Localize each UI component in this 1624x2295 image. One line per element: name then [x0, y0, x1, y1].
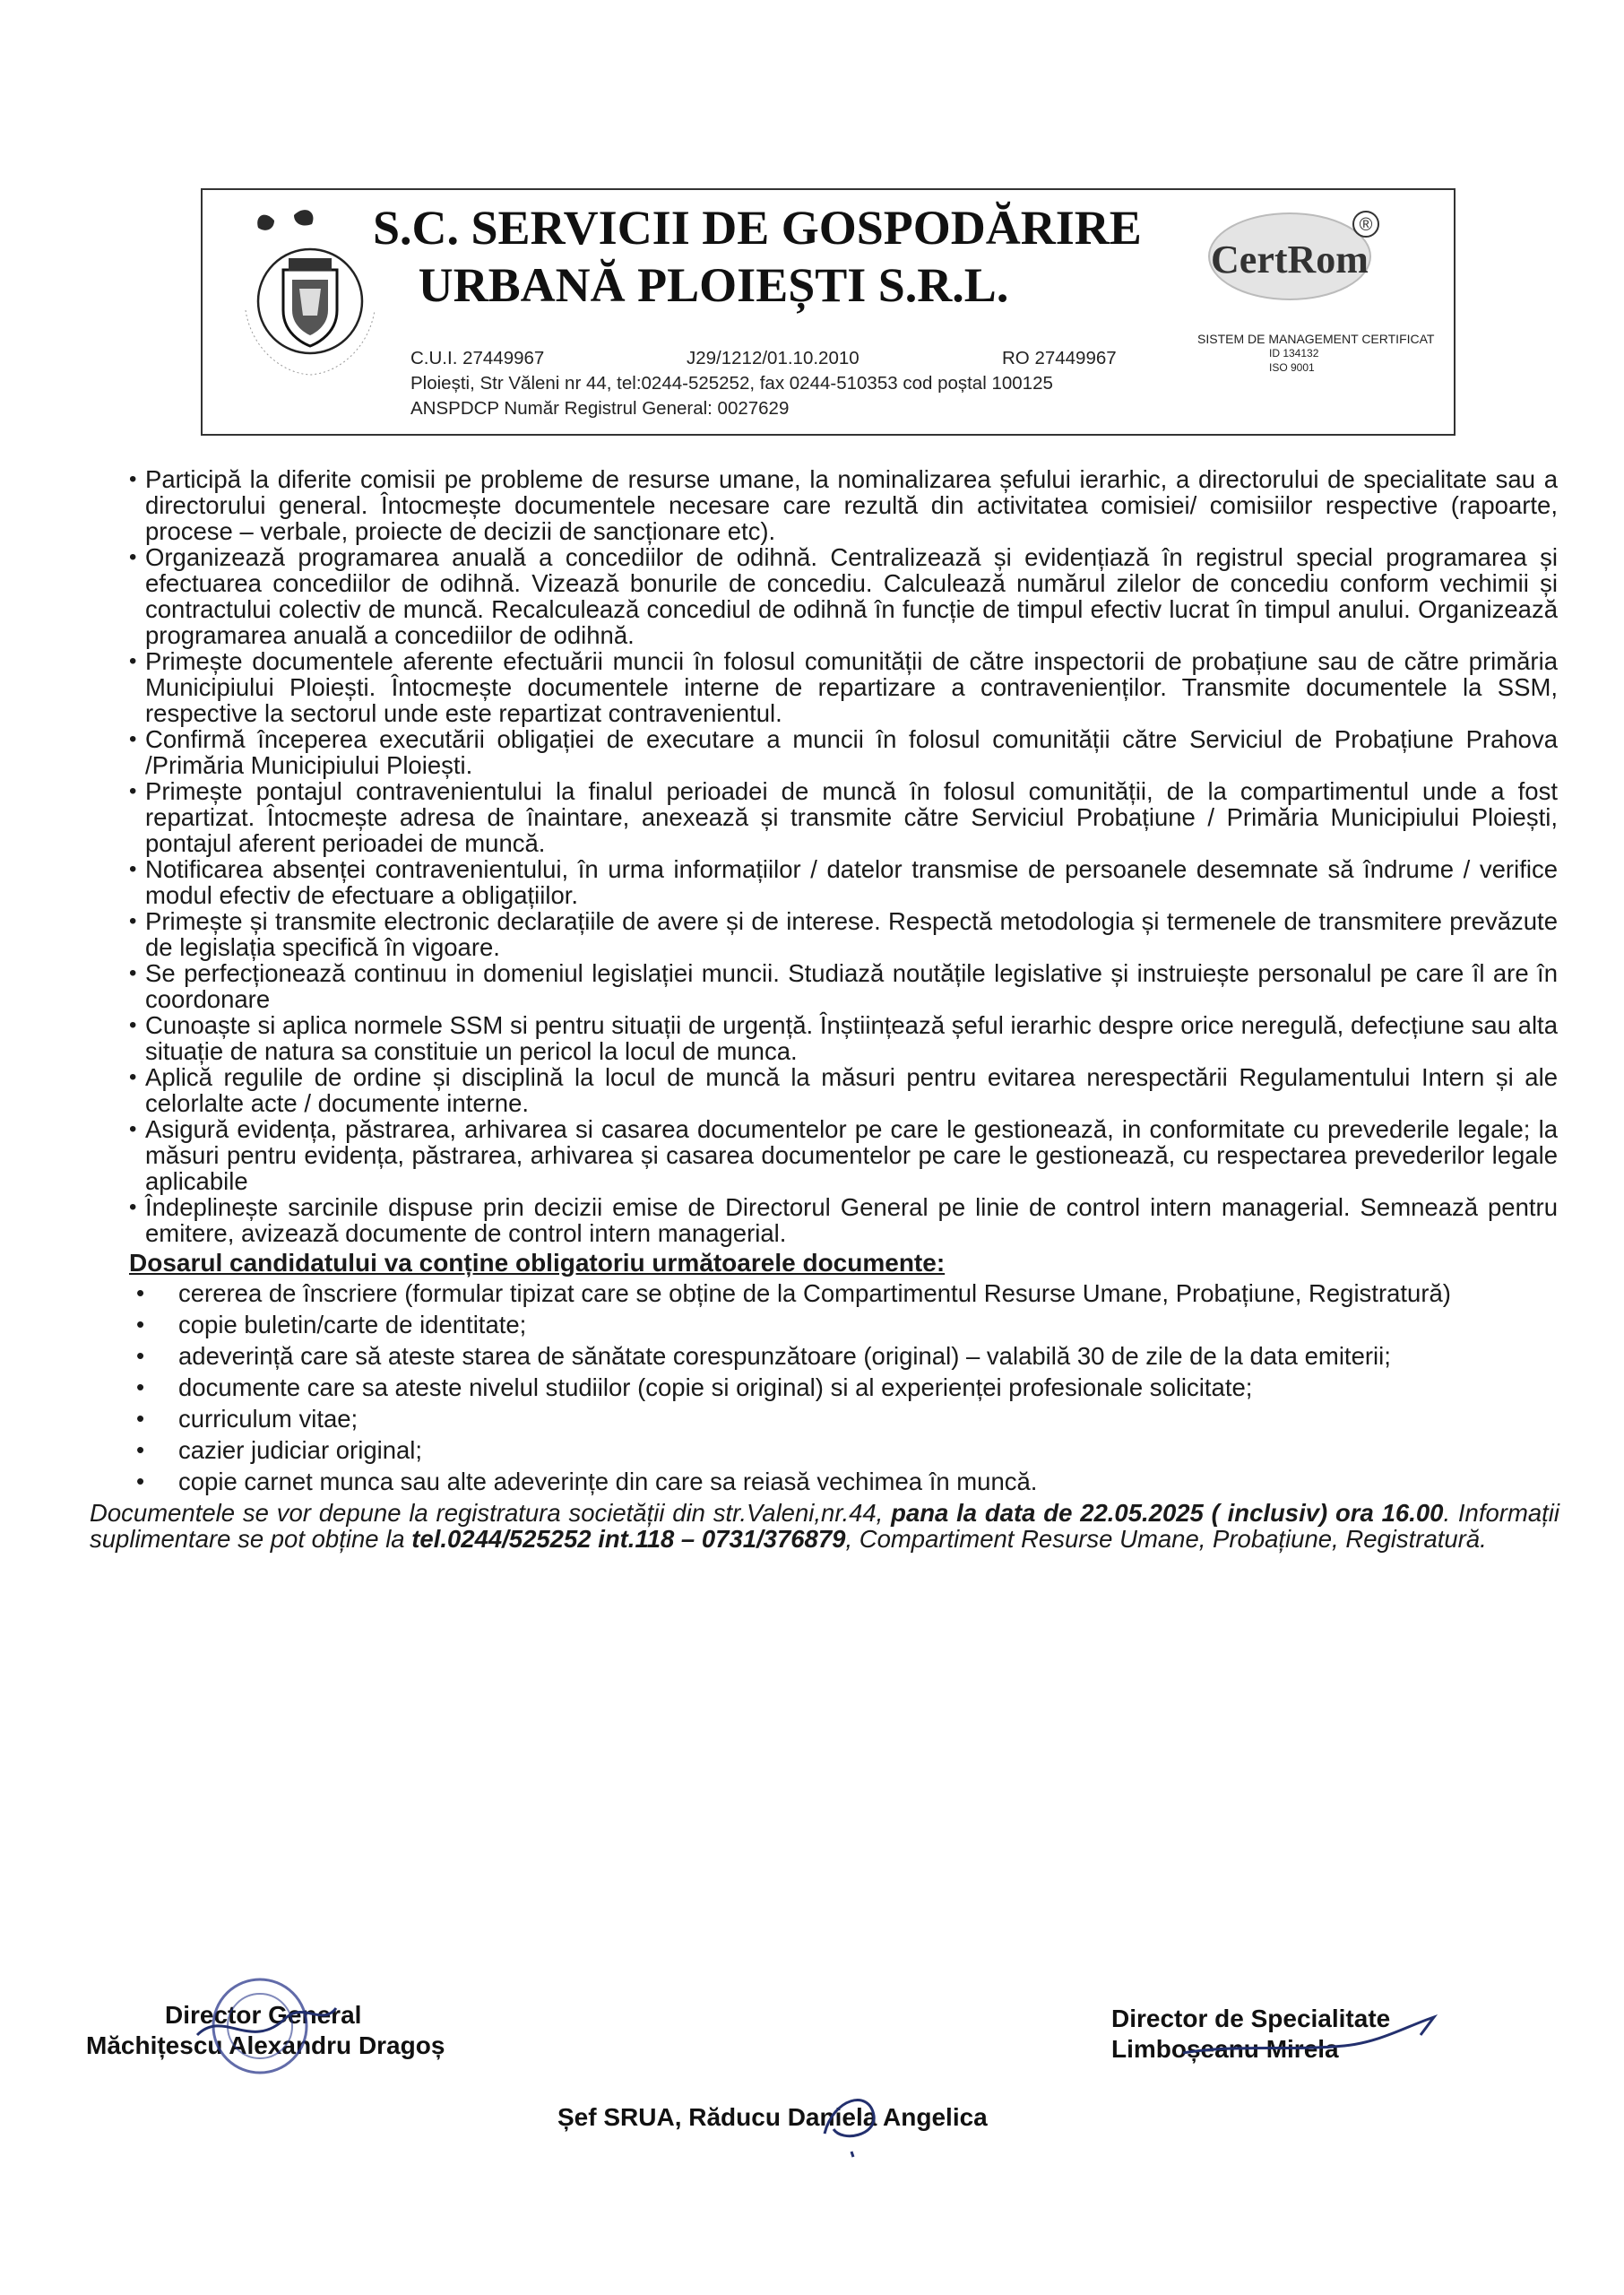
- company-stamp: [170, 1972, 350, 2080]
- director-specialitate-title: Director de Specialitate: [1111, 2005, 1391, 2032]
- duty-item: • Participă la diferite comisii pe probleme de resurse umane, la nominalizarea șefului ierarhic, a directorului de specialitate sau a directorului general. Întocmește documentele necesare care rezultă din activitatea comisiei/ comisiilor respective (rapoarte, procese – verbale, proiecte de decizii de sancționare etc).: [129, 466, 1558, 544]
- sef-srua-handwritten-signature: [807, 2080, 914, 2161]
- submission-text-1: Documentele se vor depune la registratura societății din str.Valeni,nr.44,: [90, 1499, 892, 1527]
- duty-item: • Notificarea absenței contravenientului, în urma informațiilor / datelor transmise de persoanele desemnate să îndrume / verifice modul efectiv de efectuare a obligațiilor.: [129, 856, 1558, 908]
- director-specialitate-handwritten-signature: [1165, 1999, 1452, 2071]
- director-specialitate-name: Limboșeanu Mirela: [1111, 2035, 1339, 2063]
- duty-item: • Cunoaște si aplica normele SSM si pentru situații de urgență. Înștiințează șeful ierarhic despre orice neregulă, defecțiune sau alta situație de natura sa constituie un pericol la locul de munca.: [129, 1012, 1558, 1064]
- certification-text: [1197, 332, 1448, 375]
- company-name: [373, 199, 1142, 314]
- required-document-item: • curriculum vitae;: [129, 1406, 1558, 1432]
- duty-item: • Organizează programarea anuală a concediilor de odihnă. Centralizează și evidențiază în registrul special programarea și efectuarea concediilor de odihnă. Vizează bonurile de concediu. Calculează numărul zilelor de concediu conform vechimii și contractului colectiv de muncă. Recalculează concediul de odihnă în funcție de timpul efectiv lucrat în timpul anului. Organizează programarea anuală a concediilor de odihnă.: [129, 544, 1558, 648]
- submission-deadline: pana la data de 22.05.2025 ( inclusiv) ora 16.00: [891, 1499, 1444, 1527]
- letterhead: [201, 188, 1456, 436]
- duty-item: • Primește documentele aferente efectuării muncii în folosul comunității de către inspectorii de probațiune sau de către primăria Municipiului Ploiești. Întocmește documentele interne de repartizare a contravenienților. Transmite documentele la SSM, respective la sectorul unde este repartizat contravenientul.: [129, 648, 1558, 726]
- required-document-item: • documente care sa ateste nivelul studiilor (copie si original) si al experienței profesionale solicitate;: [129, 1374, 1558, 1400]
- certrom-logo: [1196, 199, 1384, 307]
- duty-item: • Aplică regulile de ordine și disciplină la locul de muncă la măsuri pentru evitarea nerespectării Regulamentului Intern și ale celorlalte acte / documente interne.: [129, 1064, 1558, 1116]
- job-description-body: [90, 465, 1560, 1553]
- duty-item: • Asigură evidența, păstrarea, arhivarea si casarea documentelor pe care le gestionează, in conformitate cu prevederile legale; la măsuri pentru evidența, păstrarea, arhivarea și casarea documentelor pe care le gestionează, cu respectarea prevederilor legale aplicabile: [129, 1116, 1558, 1194]
- duty-item: • Primește și transmite electronic declarațiile de avere și de interese. Respectă metodologia și termenele de transmitere prevăzute de legislația specifică în vigoare.: [129, 908, 1558, 960]
- submission-text-3: , Compartiment Resurse Umane, Probațiune, Registratură.: [845, 1525, 1487, 1553]
- company-name-line2: URBANĂ PLOIEȘTI S.R.L.: [418, 258, 1009, 312]
- company-cui: C.U.I. 27449967: [410, 348, 545, 368]
- duty-item: • Se perfecționează continuu in domeniul legislației muncii. Studiază noutățile legislative și instruiește personalul pe care îl are în coordonare: [129, 960, 1558, 1012]
- company-anspdcp: ANSPDCP Număr Registrul General: 0027629: [410, 398, 790, 419]
- company-vat: RO 27449967: [1002, 348, 1117, 368]
- director-general-name: Măchițescu Alexandru Dragoș: [86, 2031, 445, 2059]
- duty-item: • Primește pontajul contravenientului la finalul perioadei de muncă în folosul comunității, de la compartimentul unde a fost repartizat. Întocmește adresa de înaintare, anexează și transmite către Serviciul Probațiune / Primăria Municipiului Ploiești, pontajul aferent perioadei de muncă.: [129, 778, 1558, 856]
- certrom-logo-text: CertRom: [1211, 238, 1369, 281]
- company-name-line1: S.C. SERVICII DE GOSPODĂRIRE: [373, 201, 1142, 255]
- director-general-title: Director General: [165, 2001, 362, 2029]
- submission-paragraph: [90, 1500, 1559, 1552]
- company-reg-com: J29/1212/01.10.2010: [687, 348, 860, 368]
- duties-list: [129, 466, 1558, 1246]
- required-documents-heading: Dosarul candidatului va conține obligatoriu următoarele documente:: [129, 1249, 946, 1277]
- cert-line-system: SISTEM DE MANAGEMENT CERTIFICAT: [1197, 332, 1435, 346]
- registered-mark: ®: [1359, 215, 1373, 235]
- cert-line-iso: ISO 9001: [1269, 361, 1315, 374]
- cert-line-id: ID 134132: [1269, 347, 1319, 359]
- required-document-item: • copie carnet munca sau alte adeverințe din care sa reiasă vechimea în muncă.: [129, 1468, 1558, 1494]
- submission-text-2: . Informații suplimentare se pot obține la: [90, 1499, 1560, 1553]
- submission-phones: tel.0244/525252 int.118 – 0731/376879: [411, 1525, 846, 1553]
- required-document-item: • cererea de înscriere (formular tipizat care se obține de la Compartimentul Resurse Umane, Probațiune, Registratură): [129, 1280, 1558, 1306]
- duty-item: • Confirmă începerea executării obligației de executare a muncii în folosul comunității către Serviciul de Probațiune Prahova /Primăria Municipiului Ploiești.: [129, 726, 1558, 778]
- required-documents-list: [129, 1280, 1558, 1494]
- required-document-item: • copie buletin/carte de identitate;: [129, 1312, 1558, 1338]
- duty-item: • Îndeplinește sarcinile dispuse prin decizii emise de Directorul General pe linie de control intern managerial. Semnează pentru emitere, avizează documente de control intern managerial.: [129, 1194, 1558, 1246]
- required-document-item: • adeverință care să ateste starea de sănătate corespunzătoare (original) – valabilă 30 de zile de la data emiterii;: [129, 1343, 1558, 1369]
- required-document-item: • cazier judiciar original;: [129, 1437, 1558, 1463]
- sef-srua-signature-line: Șef SRUA, Răducu Daniela Angelica: [557, 2103, 988, 2131]
- company-address: Ploiești, Str Văleni nr 44, tel:0244-525252, fax 0244-510353 cod poștal 100125: [410, 373, 1053, 394]
